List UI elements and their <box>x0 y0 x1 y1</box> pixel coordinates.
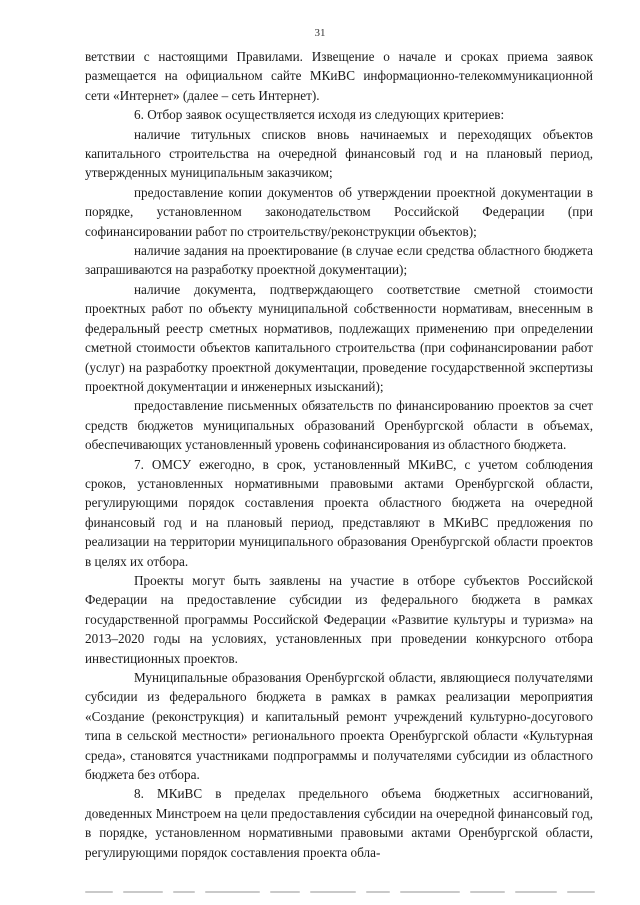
criterion-financing-obligations: предоставление письменных обязательств по финансированию проектов за счет средств бюджетов муниципальных образований Оренбургской области в объемах, обеспечивающих установленный уровень софинансирования из областного бюджета. <box>85 398 593 453</box>
criterion-cost-compliance: наличие документа, подтверждающего соответствие сметной стоимости проектных работ по объекту муниципальной собственности нормативам, внесенным в федеральный реестр сметных нормативов, подлежащих применению при определении сметной стоимости объектов капитального строительства (при софинансировании работ (услуг) на разработку проектной документации, проведение государственной экспертизы проектной документации и инженерных изысканий); <box>85 281 593 394</box>
page-number: 31 <box>314 27 326 39</box>
paragraph-item-8: 8. МКиВС в пределах предельного объема бюджетных ассигнований, доведенных Минстроем на цели предоставления субсидии на очередной финансовый год, в порядке, установленном нормативными правовыми актами Оренбургской области, регулирующими порядок составления проекта обла- <box>85 786 593 860</box>
paragraph-continuation: ветствии с настоящими Правилами. Извещение о начале и сроках приема заявок размещается на официальном сайте МКиВС информационно-телекоммуникационной сети «Интернет» (далее – сеть Интернет). <box>85 49 593 103</box>
paragraph-federal-selection: Проекты могут быть заявлены на участие в отборе субъектов Российской Федерации на предоставление субсидии из федерального бюджета в рамках государственной программы Российской Федерации «Развитие культуры и туризма» на 2013–2020 годы на условиях, установленных при проведении конкурсного отбора инвестиционных проектов. <box>85 572 593 666</box>
criterion-design-assignment: наличие задания на проектирование (в случае если средства областного бюджета запрашиваются на разработку проектной документации); <box>85 243 593 278</box>
criterion-project-documents: предоставление копии документов об утверждении проектной документации в порядке, установленном законодательством Российской Федерации (при софинансировании работ по строительству/реконструкции объектов); <box>85 184 593 239</box>
paragraph-item-7: 7. ОМСУ ежегодно, в срок, установленный МКиВС, с учетом соблюдения сроков, установленных нормативными правовыми актами Оренбургской области, регулирующими порядок составления проекта областного бюджета на очередной финансовый год и на плановый период, представляют в МКиВС предложения по реализации на территории муниципального образования Оренбургской области проектов в целях их отбора. <box>85 456 593 569</box>
paragraph-item-6: 6. Отбор заявок осуществляется исходя из следующих критериев: <box>134 107 505 123</box>
scan-artifact <box>85 888 605 896</box>
paragraph-municipal-recipients: Муниципальные образования Оренбургской области, являющиеся получателями субсидии из федерального бюджета в рамках в рамках реализации мероприятия «Создание (реконструкция) и капитальный ремонт учреждений культурно-досугового типа в сельской местности» регионального проекта Оренбургской области «Культурная среда», становятся участниками подпрограммы и получателями субсидии из областного бюджета без отбора. <box>85 670 593 783</box>
document-body <box>85 47 593 862</box>
criterion-title-lists: наличие титульных списков вновь начинаемых и переходящих объектов капитального строительства на очередной финансовый год и на плановый период, утвержденных муниципальным заказчиком; <box>85 126 593 181</box>
